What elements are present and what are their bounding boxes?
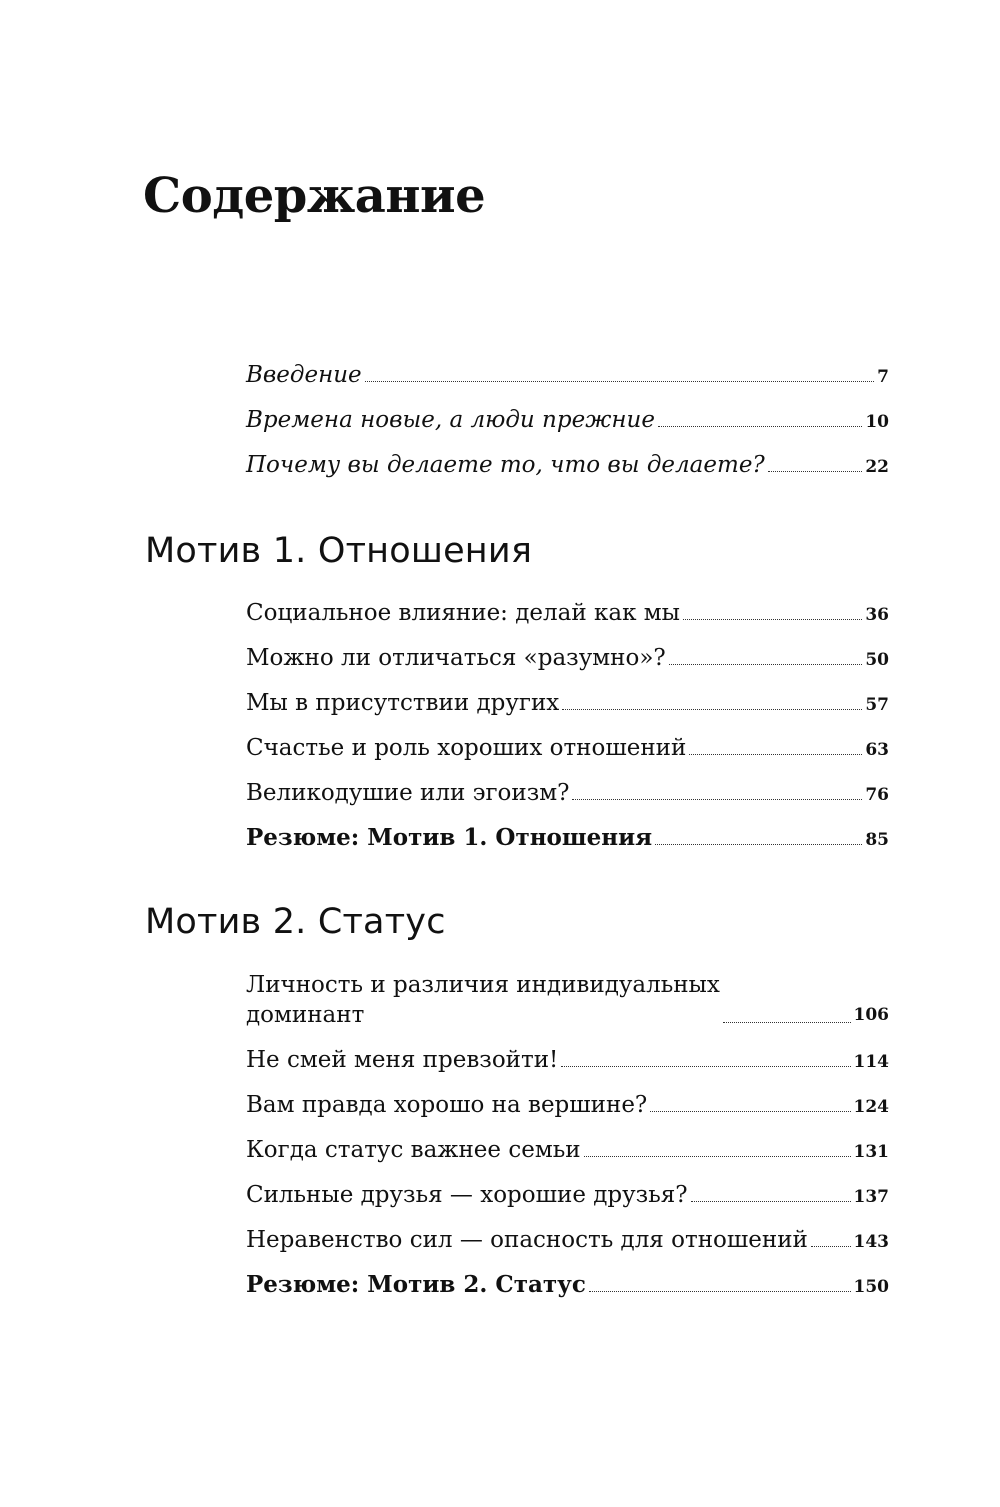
toc-entry-label: Введение	[246, 362, 362, 388]
toc-entry[interactable]	[246, 1045, 889, 1077]
dot-leader	[365, 380, 874, 382]
toc-entry-label-line-2: доминант	[246, 1002, 365, 1028]
dot-leader	[811, 1245, 851, 1247]
dot-leader	[683, 618, 862, 620]
dot-leader	[589, 1290, 851, 1292]
toc-entry-label: Резюме: Мотив 2. Статус	[246, 1271, 586, 1298]
toc-entry-page: 36	[865, 605, 889, 625]
toc-entry-label: Счастье и роль хороших отношений	[246, 735, 687, 761]
toc-entry[interactable]	[246, 360, 889, 392]
dot-leader	[655, 843, 862, 845]
toc-entry[interactable]	[246, 733, 889, 765]
toc-entry[interactable]	[246, 643, 889, 675]
toc-entry[interactable]	[246, 1090, 889, 1122]
dot-leader	[691, 1200, 851, 1202]
dot-leader	[723, 1021, 851, 1023]
toc-entry-label: Резюме: Мотив 1. Отношения	[246, 824, 653, 851]
dot-leader	[689, 753, 862, 755]
dot-leader	[650, 1110, 850, 1112]
toc-entry-page: 150	[853, 1277, 889, 1297]
toc-entry-page: 76	[865, 785, 889, 805]
toc-entry-page: 143	[853, 1232, 889, 1252]
dot-leader	[562, 708, 862, 710]
toc-entry-label: Великодушие или эгоизм?	[246, 780, 570, 806]
toc-entry-page: 50	[865, 650, 889, 670]
dot-leader	[669, 663, 863, 665]
toc-entry-summary[interactable]	[246, 823, 889, 855]
toc-entry-label: Можно ли отличаться «разумно»?	[246, 645, 666, 671]
toc-entry-label: Социальное влияние: делай как мы	[246, 600, 680, 626]
dot-leader	[768, 470, 863, 472]
section-heading-motive-1: Мотив 1. Отношения	[145, 531, 533, 571]
toc-entry[interactable]	[246, 688, 889, 720]
toc-entry-page: 131	[853, 1142, 889, 1162]
toc-entry-page: 7	[877, 367, 889, 387]
toc-entry[interactable]	[246, 1135, 889, 1167]
dot-leader	[658, 425, 862, 427]
toc-entry-label: Мы в присутствии других	[246, 690, 560, 716]
toc-entry-label	[246, 970, 720, 1030]
dot-leader	[572, 798, 862, 800]
toc-entry[interactable]	[246, 1225, 889, 1257]
toc-entry-label: Сильные друзья — хорошие друзья?	[246, 1182, 688, 1208]
toc-entry-label: Когда статус важнее семьи	[246, 1137, 581, 1163]
toc-entry[interactable]	[246, 450, 889, 482]
toc-entry-page: 137	[853, 1187, 889, 1207]
toc-entry-page: 106	[853, 1005, 889, 1025]
toc-entry-label: Неравенство сил — опасность для отношений	[246, 1227, 808, 1253]
toc-entry-label: Почему вы делаете то, что вы делаете?	[246, 452, 765, 478]
toc-entry-page: 124	[853, 1097, 889, 1117]
toc-entry[interactable]	[246, 598, 889, 630]
toc-entry-page: 57	[865, 695, 889, 715]
toc-entry[interactable]	[246, 1180, 889, 1212]
page-title: Содержание	[143, 168, 486, 224]
section-heading-motive-2: Мотив 2. Статус	[145, 902, 446, 942]
toc-entry-summary[interactable]	[246, 1270, 889, 1302]
toc-entry-label-line-1: Личность и различия индивидуальных	[246, 972, 720, 998]
toc-entry-label: Не смей меня превзойти!	[246, 1047, 559, 1073]
toc-entry-page: 22	[865, 457, 889, 477]
toc-entry-page: 10	[865, 412, 889, 432]
toc-entry-label: Вам правда хорошо на вершине?	[246, 1092, 648, 1118]
toc-entry[interactable]	[246, 778, 889, 810]
toc-entry[interactable]	[246, 970, 889, 1030]
toc-entry-label: Времена новые, а люди прежние	[246, 407, 655, 433]
toc-entry-page: 85	[865, 830, 889, 850]
toc-entry-page: 63	[865, 740, 889, 760]
toc-entry-page: 114	[853, 1052, 889, 1072]
toc-entry[interactable]	[246, 405, 889, 437]
dot-leader	[584, 1155, 851, 1157]
dot-leader	[561, 1065, 850, 1067]
